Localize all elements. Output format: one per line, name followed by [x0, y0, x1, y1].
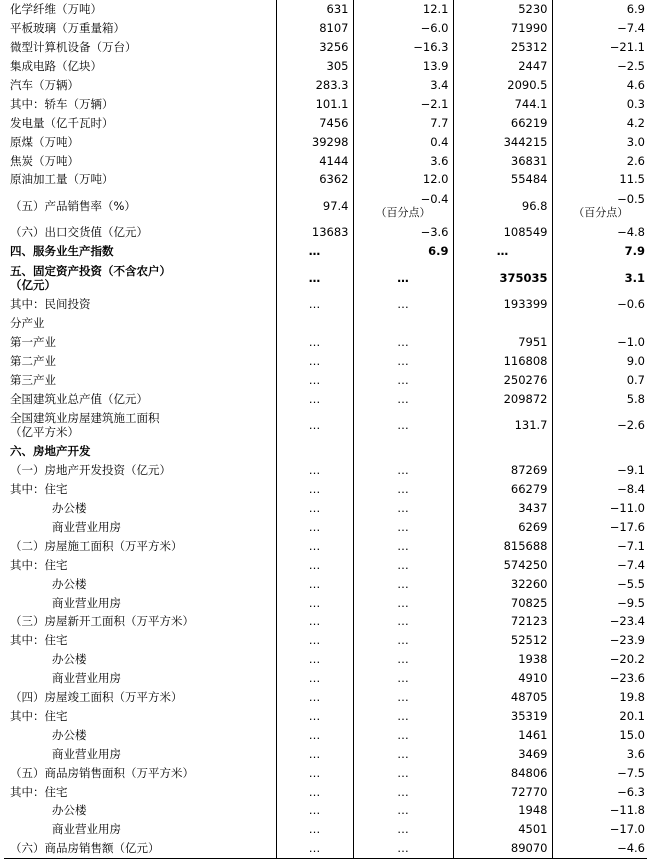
value-col-1: …: [276, 461, 353, 480]
value-col-1: …: [276, 744, 353, 763]
value-col-3: 1461: [453, 725, 552, 744]
table-row: [4, 261, 647, 295]
value-main: −0.5: [617, 191, 645, 206]
value-col-4: −5.5: [552, 574, 647, 593]
value-col-2: …: [353, 707, 453, 726]
value-main: −0.4: [420, 191, 449, 206]
table-row: [4, 669, 647, 688]
row-label: 焦炭（万吨）: [4, 151, 276, 170]
row-label: 办公楼: [4, 801, 276, 820]
row-label: 商业营业用房: [4, 820, 276, 839]
value-col-3: 87269: [453, 461, 552, 480]
table-row: [4, 536, 647, 555]
value-col-1: …: [276, 763, 353, 782]
value-col-3: 96.8: [453, 189, 552, 223]
value-col-1: …: [276, 612, 353, 631]
value-col-3: 815688: [453, 536, 552, 555]
value-col-3: …: [453, 242, 552, 261]
row-label: 其中：住宅: [4, 631, 276, 650]
value-col-2: …: [353, 688, 453, 707]
value-col-1: …: [276, 480, 353, 499]
row-label: 商业营业用房: [4, 593, 276, 612]
table-row: [4, 820, 647, 839]
value-col-3: 55484: [453, 170, 552, 189]
value-col-2: …: [353, 480, 453, 499]
value-col-1: …: [276, 389, 353, 408]
value-col-2: 12.1: [353, 0, 453, 19]
value-col-1: …: [276, 295, 353, 314]
value-col-4: 20.1: [552, 707, 647, 726]
row-label: 商业营业用房: [4, 744, 276, 763]
table-row: [4, 461, 647, 480]
table-row: [4, 782, 647, 801]
table-row: [4, 408, 647, 442]
row-label: 全国建筑业总产值（亿元）: [4, 389, 276, 408]
value-col-4: 4.2: [552, 113, 647, 132]
row-label: 原油加工量（万吨）: [4, 170, 276, 189]
value-col-3: 344215: [453, 132, 552, 151]
value-col-1: 8107: [276, 19, 353, 38]
table-row: [4, 480, 647, 499]
value-col-2: …: [353, 725, 453, 744]
value-col-1: …: [276, 518, 353, 537]
table-row: [4, 38, 647, 57]
table-row: [4, 351, 647, 370]
value-col-2: …: [353, 370, 453, 389]
value-col-1: …: [276, 261, 353, 295]
value-col-1: …: [276, 370, 353, 389]
value-col-2: −16.3: [353, 38, 453, 57]
value-col-1: …: [276, 536, 353, 555]
value-col-1: …: [276, 574, 353, 593]
row-label: （四）房屋竣工面积（万平方米）: [4, 688, 276, 707]
value-col-4: [552, 442, 647, 461]
row-label: （二）房屋施工面积（万平方米）: [4, 536, 276, 555]
value-col-4: −21.1: [552, 38, 647, 57]
value-col-2: …: [353, 408, 453, 442]
value-col-2: …: [353, 650, 453, 669]
value-col-3: 1948: [453, 801, 552, 820]
table-row: [4, 113, 647, 132]
table-row: [4, 612, 647, 631]
value-col-1: 305: [276, 57, 353, 76]
value-col-2: …: [353, 295, 453, 314]
value-col-4: 7.9: [552, 242, 647, 261]
value-col-3: 72123: [453, 612, 552, 631]
value-col-1: 3256: [276, 38, 353, 57]
value-col-4: 2.6: [552, 151, 647, 170]
value-unit-note: （百分点）: [375, 205, 431, 219]
table-row: [4, 389, 647, 408]
table-row: [4, 94, 647, 113]
table-row: [4, 0, 647, 19]
value-col-4: −2.5: [552, 57, 647, 76]
table-row: [4, 650, 647, 669]
value-col-1: …: [276, 555, 353, 574]
value-col-3: 5230: [453, 0, 552, 19]
value-col-4: −23.6: [552, 669, 647, 688]
table-row: [4, 314, 647, 333]
value-col-2: [353, 189, 453, 223]
value-col-3: 108549: [453, 223, 552, 242]
value-col-1: …: [276, 499, 353, 518]
table-row: [4, 242, 647, 261]
value-col-2: …: [353, 631, 453, 650]
value-col-4: [552, 314, 647, 333]
value-col-2: …: [353, 351, 453, 370]
value-col-3: [453, 442, 552, 461]
value-col-1: …: [276, 351, 353, 370]
row-label: 商业营业用房: [4, 518, 276, 537]
value-col-1: 13683: [276, 223, 353, 242]
value-col-2: 12.0: [353, 170, 453, 189]
value-col-2: …: [353, 820, 453, 839]
value-col-4: −17.0: [552, 820, 647, 839]
table-row: [4, 76, 647, 95]
row-label: 分产业: [4, 314, 276, 333]
table-row: [4, 170, 647, 189]
value-col-3: 3437: [453, 499, 552, 518]
value-col-1: …: [276, 820, 353, 839]
value-col-1: …: [276, 408, 353, 442]
value-col-4: 0.3: [552, 94, 647, 113]
value-col-4: −2.6: [552, 408, 647, 442]
value-col-2: [353, 442, 453, 461]
value-col-2: …: [353, 593, 453, 612]
value-col-4: −4.6: [552, 839, 647, 858]
row-label: 商业营业用房: [4, 669, 276, 688]
row-label-line2: （亿平方米）: [10, 425, 79, 440]
value-col-4: 11.5: [552, 170, 647, 189]
value-col-1: …: [276, 332, 353, 351]
value-col-3: 36831: [453, 151, 552, 170]
value-col-1: 6362: [276, 170, 353, 189]
value-col-3: 131.7: [453, 408, 552, 442]
row-label: （五）产品销售率（%）: [4, 189, 276, 223]
table-row: [4, 555, 647, 574]
table-row: [4, 744, 647, 763]
value-col-1: …: [276, 725, 353, 744]
table-row: [4, 839, 647, 858]
value-col-2: −2.1: [353, 94, 453, 113]
value-col-1: 283.3: [276, 76, 353, 95]
value-col-3: 116808: [453, 351, 552, 370]
value-col-1: 7456: [276, 113, 353, 132]
row-label: （五）商品房销售面积（万平方米）: [4, 763, 276, 782]
table-row: [4, 57, 647, 76]
table-row: [4, 370, 647, 389]
value-col-4: 4.6: [552, 76, 647, 95]
value-col-2: …: [353, 763, 453, 782]
row-label: 第二产业: [4, 351, 276, 370]
table-row: [4, 19, 647, 38]
table-row: [4, 763, 647, 782]
value-col-4: −23.4: [552, 612, 647, 631]
row-label: 集成电路（亿块）: [4, 57, 276, 76]
value-col-1: [276, 442, 353, 461]
value-col-4: −9.5: [552, 593, 647, 612]
row-label-line2: （亿元）: [10, 277, 56, 292]
value-col-2: …: [353, 536, 453, 555]
value-col-1: 4144: [276, 151, 353, 170]
row-label: 办公楼: [4, 725, 276, 744]
value-col-3: 70825: [453, 593, 552, 612]
table-row: [4, 132, 647, 151]
table-row: [4, 442, 647, 461]
row-label: （一）房地产开发投资（亿元）: [4, 461, 276, 480]
table-row: [4, 151, 647, 170]
table-row: [4, 593, 647, 612]
value-col-3: 574250: [453, 555, 552, 574]
value-unit-note: （百分点）: [573, 205, 629, 219]
value-col-4: −23.9: [552, 631, 647, 650]
value-col-4: 3.6: [552, 744, 647, 763]
row-label: 发电量（亿千瓦时）: [4, 113, 276, 132]
value-col-2: 3.4: [353, 76, 453, 95]
row-label: 原煤（万吨）: [4, 132, 276, 151]
value-col-1: …: [276, 669, 353, 688]
value-col-2: 3.6: [353, 151, 453, 170]
value-col-3: 6269: [453, 518, 552, 537]
value-col-4: 15.0: [552, 725, 647, 744]
row-label: （六）商品房销售额（亿元）: [4, 839, 276, 858]
value-col-4: −7.4: [552, 19, 647, 38]
row-label: 汽车（万辆）: [4, 76, 276, 95]
row-label-line1: 全国建筑业房屋建筑施工面积: [10, 411, 160, 426]
value-col-2: …: [353, 574, 453, 593]
value-col-4: [552, 189, 647, 223]
row-label: （六）出口交货值（亿元）: [4, 223, 276, 242]
row-label: 其中：轿车（万辆）: [4, 94, 276, 113]
value-col-2: 6.9: [353, 242, 453, 261]
value-col-4: −7.1: [552, 536, 647, 555]
value-col-4: −7.4: [552, 555, 647, 574]
value-col-1: …: [276, 688, 353, 707]
table-row: [4, 631, 647, 650]
value-col-1: …: [276, 593, 353, 612]
table-row: [4, 574, 647, 593]
table-row: [4, 295, 647, 314]
value-col-2: 13.9: [353, 57, 453, 76]
value-col-4: −20.2: [552, 650, 647, 669]
value-col-3: 84806: [453, 763, 552, 782]
row-label: [4, 261, 276, 295]
row-label: 办公楼: [4, 574, 276, 593]
value-col-1: 39298: [276, 132, 353, 151]
value-col-2: …: [353, 612, 453, 631]
value-col-2: 7.7: [353, 113, 453, 132]
value-col-2: …: [353, 839, 453, 858]
value-col-2: −6.0: [353, 19, 453, 38]
value-col-1: …: [276, 801, 353, 820]
value-col-3: [453, 314, 552, 333]
row-label: 微型计算机设备（万台）: [4, 38, 276, 57]
value-col-3: 66279: [453, 480, 552, 499]
value-col-2: …: [353, 744, 453, 763]
value-col-2: …: [353, 499, 453, 518]
value-col-1: …: [276, 782, 353, 801]
row-label: 四、服务业生产指数: [4, 242, 276, 261]
row-label: 六、房地产开发: [4, 442, 276, 461]
value-col-4: 5.8: [552, 389, 647, 408]
row-label: 其中：住宅: [4, 555, 276, 574]
value-col-4: 0.7: [552, 370, 647, 389]
value-col-1: …: [276, 650, 353, 669]
value-col-3: 193399: [453, 295, 552, 314]
value-col-3: 48705: [453, 688, 552, 707]
value-col-1: …: [276, 631, 353, 650]
row-label-line1: 五、固定资产投资（不含农户）: [10, 263, 171, 278]
value-col-1: …: [276, 707, 353, 726]
value-col-1: …: [276, 242, 353, 261]
value-col-3: 35319: [453, 707, 552, 726]
value-col-1: 97.4: [276, 189, 353, 223]
value-col-4: 6.9: [552, 0, 647, 19]
value-col-3: 375035: [453, 261, 552, 295]
row-label: 平板玻璃（万重量箱）: [4, 19, 276, 38]
value-col-2: …: [353, 669, 453, 688]
table-row: [4, 518, 647, 537]
value-col-4: −8.4: [552, 480, 647, 499]
value-col-4: −7.5: [552, 763, 647, 782]
value-col-4: −0.6: [552, 295, 647, 314]
value-col-2: 0.4: [353, 132, 453, 151]
row-label: 办公楼: [4, 650, 276, 669]
value-col-2: …: [353, 555, 453, 574]
value-col-2: −3.6: [353, 223, 453, 242]
value-col-2: …: [353, 261, 453, 295]
value-col-1: …: [276, 839, 353, 858]
value-col-3: 4501: [453, 820, 552, 839]
table-row: [4, 189, 647, 223]
row-label: [4, 408, 276, 442]
table-row: [4, 223, 647, 242]
value-col-3: 4910: [453, 669, 552, 688]
value-col-4: −6.3: [552, 782, 647, 801]
row-label: （三）房屋新开工面积（万平方米）: [4, 612, 276, 631]
value-col-2: …: [353, 518, 453, 537]
statistics-table: [4, 0, 647, 859]
value-col-1: 631: [276, 0, 353, 19]
value-col-2: …: [353, 801, 453, 820]
value-col-3: 250276: [453, 370, 552, 389]
row-label: 第一产业: [4, 332, 276, 351]
value-col-4: 3.0: [552, 132, 647, 151]
value-col-2: …: [353, 461, 453, 480]
table-row: [4, 725, 647, 744]
value-col-3: 32260: [453, 574, 552, 593]
value-col-2: …: [353, 332, 453, 351]
value-col-3: 744.1: [453, 94, 552, 113]
value-col-4: 3.1: [552, 261, 647, 295]
value-col-2: …: [353, 782, 453, 801]
value-col-4: −1.0: [552, 332, 647, 351]
value-col-3: 2447: [453, 57, 552, 76]
value-col-3: 25312: [453, 38, 552, 57]
row-label: 其中：住宅: [4, 707, 276, 726]
value-col-3: 3469: [453, 744, 552, 763]
table-row: [4, 707, 647, 726]
value-col-4: 19.8: [552, 688, 647, 707]
value-col-3: 52512: [453, 631, 552, 650]
value-col-3: 66219: [453, 113, 552, 132]
value-col-2: …: [353, 389, 453, 408]
value-col-3: 71990: [453, 19, 552, 38]
row-label: 化学纤维（万吨）: [4, 0, 276, 19]
value-col-4: −4.8: [552, 223, 647, 242]
table-row: [4, 499, 647, 518]
value-col-3: 1938: [453, 650, 552, 669]
value-col-1: 101.1: [276, 94, 353, 113]
value-col-4: −9.1: [552, 461, 647, 480]
row-label: 其中：住宅: [4, 480, 276, 499]
value-col-4: −11.8: [552, 801, 647, 820]
value-col-4: −17.6: [552, 518, 647, 537]
table-row: [4, 801, 647, 820]
value-col-4: −11.0: [552, 499, 647, 518]
value-col-3: 72770: [453, 782, 552, 801]
table-row: [4, 688, 647, 707]
value-col-3: 7951: [453, 332, 552, 351]
row-label: 第三产业: [4, 370, 276, 389]
row-label: 其中：住宅: [4, 782, 276, 801]
value-col-3: 2090.5: [453, 76, 552, 95]
row-label: 其中：民间投资: [4, 295, 276, 314]
value-col-3: 89070: [453, 839, 552, 858]
value-col-1: [276, 314, 353, 333]
statistics-table-body: [4, 0, 647, 858]
row-label: 办公楼: [4, 499, 276, 518]
value-col-2: [353, 314, 453, 333]
value-col-3: 209872: [453, 389, 552, 408]
value-col-4: 9.0: [552, 351, 647, 370]
table-row: [4, 332, 647, 351]
